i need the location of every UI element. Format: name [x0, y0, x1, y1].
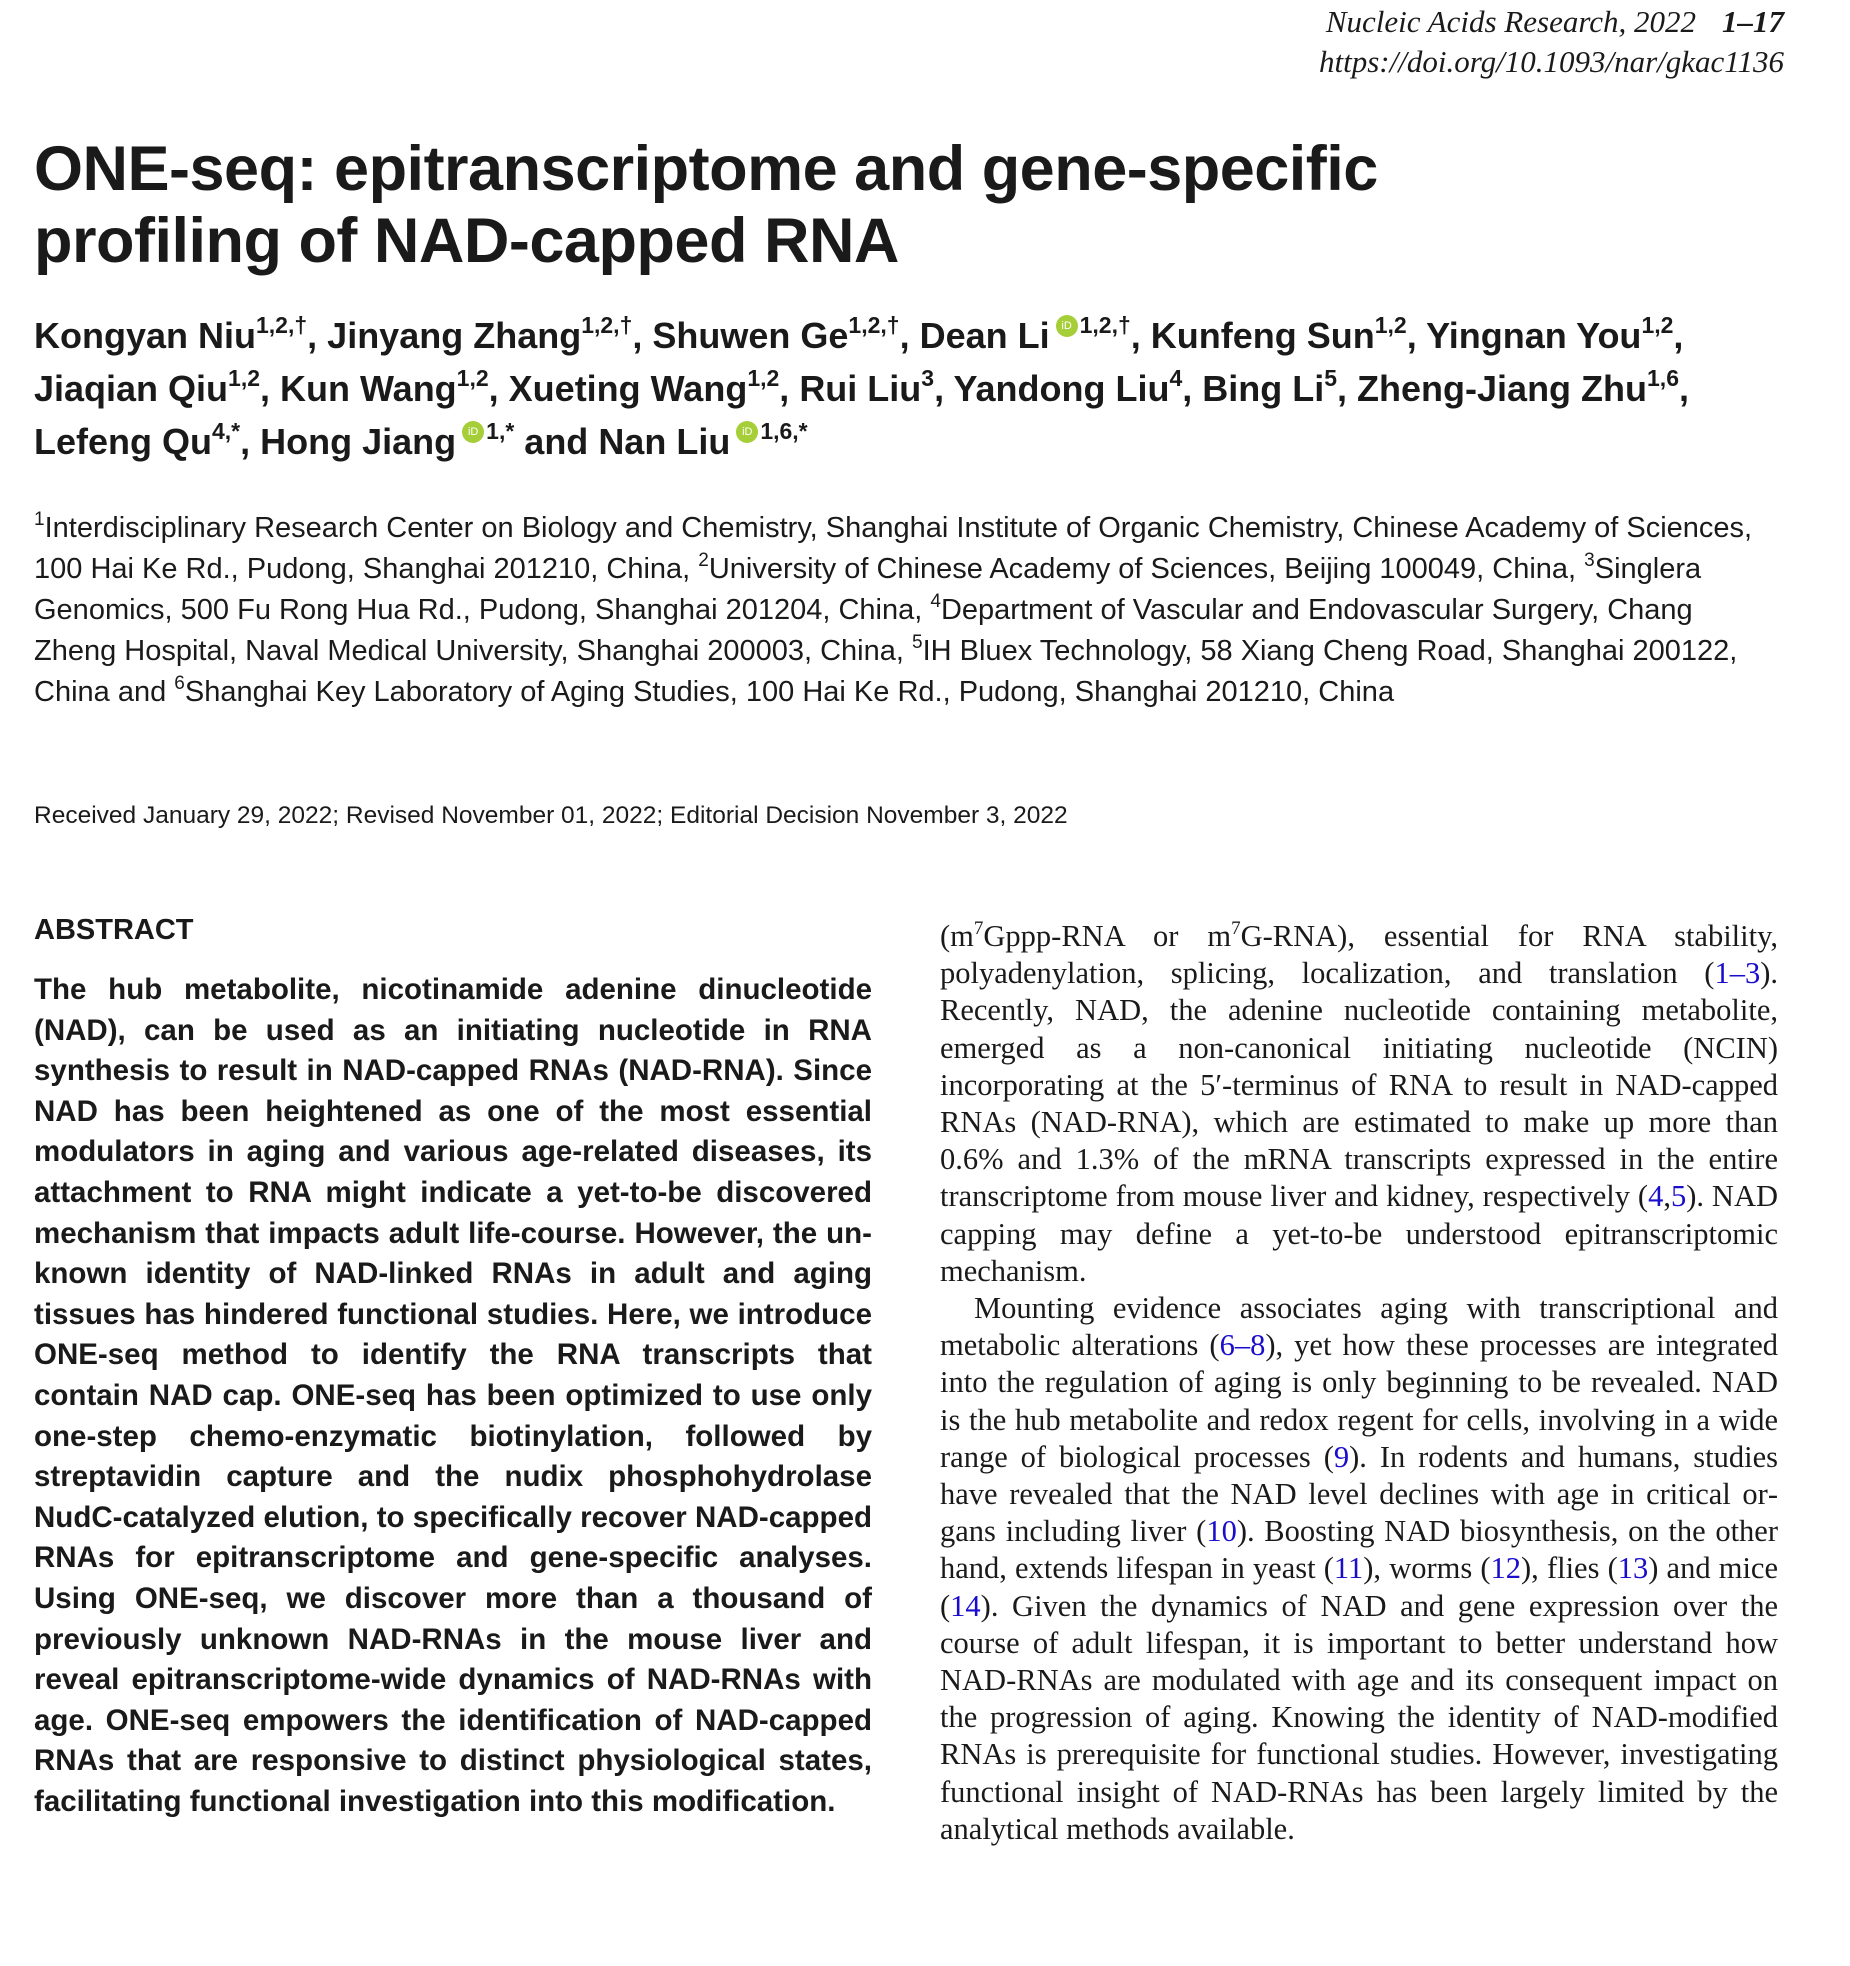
author-name: Zheng-Jiang Zhu	[1357, 368, 1648, 409]
page-range: 1–17	[1722, 4, 1784, 39]
doi-link[interactable]: https://doi.org/10.1093/nar/gkac1136	[1319, 44, 1784, 79]
author-list	[34, 309, 1754, 468]
body-text: (m	[940, 919, 974, 953]
affiliation-number: 2	[698, 550, 709, 571]
author-separator: ,	[899, 315, 920, 356]
citation-link[interactable]: 14	[950, 1588, 981, 1623]
citation-link[interactable]: 6–8	[1219, 1328, 1266, 1363]
affiliation-number: 3	[1584, 550, 1595, 571]
body-text: ,	[1663, 1179, 1671, 1214]
intro-paragraph	[940, 1290, 1778, 1848]
author-affiliation-marks: 1,*	[486, 418, 515, 444]
author	[280, 365, 489, 409]
orcid-icon[interactable]: iD	[736, 421, 758, 443]
journal-citation	[1319, 2, 1784, 42]
author-name: Jiaqian Qiu	[34, 368, 229, 409]
author-name: Lefeng Qu	[34, 421, 212, 462]
author-separator: ,	[260, 368, 281, 409]
author	[34, 312, 308, 356]
author-name: Shuwen Ge	[652, 315, 849, 356]
affiliation-number: 4	[930, 591, 941, 612]
body-text: Gppp-RNA or m	[983, 919, 1232, 953]
author-affiliation-marks: 5	[1324, 365, 1338, 391]
author-separator: ,	[632, 315, 653, 356]
affiliation-number: 1	[34, 509, 45, 530]
author	[34, 418, 241, 462]
affiliations	[34, 508, 1764, 713]
author-affiliation-marks: 1,2,†	[581, 312, 633, 338]
author-name: Dean Li	[919, 315, 1050, 356]
author-affiliation-marks: 1,6,*	[760, 418, 808, 444]
abstract-heading: ABSTRACT	[34, 914, 194, 946]
body-text: ). Recently, NAD, the adenine nucleotide containing metabolite, emerged as a non-canonical initiating nucleotide (NCIN) incorporating at the 5′-terminus of RNA to result in NAD-capped RNAs (NAD-RNA), which are estimated to make up more than 0.6% and 1.3% of the mRNA transcripts expressed in the entire transcriptome from mouse liver and kidney, respectively (	[940, 956, 1778, 1214]
citation-link[interactable]: 11	[1333, 1551, 1364, 1586]
body-text: ). Boosting NAD biosynthesis, on the other hand, extends lifespan in yeast (	[940, 1514, 1778, 1586]
citation-link[interactable]: 4	[1648, 1179, 1664, 1214]
affiliation-text: Shanghai Key Laboratory of Aging Studies, 100 Hai Ke Rd., Pudong, Shanghai 201210, China	[184, 676, 1395, 708]
citation-link[interactable]: 9	[1333, 1439, 1350, 1474]
author-affiliation-marks: 1,2	[1374, 312, 1407, 338]
submission-dates: Received January 29, 2022; Revised November 01, 2022; Editorial Decision November 3, 2022	[34, 802, 1068, 829]
author-separator: ,	[779, 368, 800, 409]
author-separator: ,	[488, 368, 509, 409]
author	[953, 365, 1183, 409]
author-separator: ,	[1406, 315, 1427, 356]
author-separator: ,	[1130, 315, 1151, 356]
author-separator: ,	[934, 368, 954, 409]
body-text: ). NAD capping may define a yet-to-be understood epitranscriptomic mechanism.	[940, 1179, 1778, 1288]
citation-link[interactable]: 10	[1206, 1514, 1237, 1549]
author-name: Nan Liu	[598, 421, 731, 462]
introduction-text	[940, 918, 1778, 1848]
author	[34, 365, 261, 409]
author-affiliation-marks: 1,2	[228, 365, 261, 391]
body-text: ). In rodents and humans, studies have revealed that the NAD level declines with age in critical organs including liver (	[940, 1439, 1778, 1549]
author-separator: ,	[1679, 368, 1690, 409]
author-affiliation-marks: 1,2,†	[1079, 312, 1131, 338]
author-name: Yandong Liu	[953, 368, 1170, 409]
author-separator: ,	[1182, 368, 1203, 409]
author	[327, 312, 633, 356]
author-name: Xueting Wang	[508, 368, 748, 409]
affiliation-text: Interdisciplinary Research Center on Biology and Chemistry, Shanghai Institute of Organic Chemistry, Chinese Academy of Sciences, 100 Hai Ke Rd., Pudong, Shanghai 201210, China,	[34, 512, 1753, 585]
author-separator: ,	[1337, 368, 1358, 409]
author-separator: ,	[307, 315, 328, 356]
author-affiliation-marks: 1,6	[1647, 365, 1679, 391]
author-name: Yingnan You	[1426, 315, 1642, 356]
affiliation-text: Singlera Genomics, 500 Fu Rong Hua Rd., Pudong, Shanghai 201204, China,	[34, 553, 1702, 626]
author-affiliation-marks: 1,2	[456, 365, 489, 391]
author-name: Bing Li	[1202, 368, 1325, 409]
citation-link[interactable]: 5	[1670, 1179, 1687, 1214]
author-affiliation-marks: 4,*	[212, 418, 241, 444]
author-separator: and	[514, 421, 599, 462]
superscript: 7	[973, 918, 984, 939]
author	[1150, 312, 1407, 356]
orcid-icon[interactable]: iD	[1056, 315, 1078, 337]
author	[799, 365, 935, 409]
body-text: ), flies (	[1521, 1551, 1618, 1586]
citation-link[interactable]: 1–3	[1714, 956, 1761, 991]
author-affiliation-marks: 4	[1169, 365, 1183, 391]
affiliation-text: University of Chinese Academy of Sciences, Beijing 100049, China,	[708, 553, 1585, 585]
author	[598, 418, 808, 462]
citation-link[interactable]: 13	[1617, 1551, 1649, 1586]
author	[1426, 312, 1674, 356]
author	[652, 312, 900, 356]
orcid-icon[interactable]: iD	[462, 421, 484, 443]
author-name: Jinyang Zhang	[327, 315, 582, 356]
body-text: ), worms (	[1363, 1551, 1491, 1586]
author-name: Rui Liu	[799, 368, 922, 409]
author-affiliation-marks: 1,2,†	[848, 312, 900, 338]
author-name: Kun Wang	[280, 368, 457, 409]
article-title: ONE-seq: epitranscriptome and gene-specific profiling of NAD-capped RNA	[34, 134, 1378, 276]
affiliation-text: Department of Vascular and Endovascular Surgery, Chang Zheng Hospital, Naval Medical University, Shanghai 200003, China,	[34, 594, 1693, 667]
author-name: Kongyan Niu	[34, 315, 256, 356]
body-text: Mounting evidence associates aging with transcriptional and metabolic alterations (	[940, 1291, 1778, 1363]
body-text: ) and mice (	[940, 1551, 1778, 1623]
affiliation-text: IH Bluex Technology, 58 Xiang Cheng Road, Shanghai 200122, China and	[34, 635, 1738, 708]
author-name: Hong Jiang	[260, 421, 457, 462]
author-affiliation-marks: 1,2	[747, 365, 780, 391]
body-text: ), yet how these processes are integrated into the regulation of aging is only beginning to be revealed. NAD is the hub metabolite and redox regent for cells, involving in a wide range of biological processes (	[940, 1328, 1778, 1474]
affiliation-number: 5	[912, 632, 923, 653]
author	[1202, 365, 1338, 409]
author-affiliation-marks: 3	[921, 365, 935, 391]
journal-name: Nucleic Acids Research, 2022	[1325, 4, 1696, 39]
author-separator: ,	[240, 421, 261, 462]
author-affiliation-marks: 1,2	[1641, 312, 1674, 338]
author	[508, 365, 780, 409]
author-name: Kunfeng Sun	[1150, 315, 1375, 356]
superscript: 7	[1231, 918, 1241, 939]
affiliation-number: 6	[174, 673, 185, 694]
intro-paragraph	[940, 918, 1778, 1290]
body-text: ). Given the dynamics of NAD and gene expression over the course of adult lifespan, it is important to better understand how NAD-RNAs are modulated with age and its consequent impact on the progression of aging. Knowing the identity of NAD-modified RNAs is prerequisite for functional studies. However, investigating functional insight of NAD-RNAs has been largely limited by the analytical methods available.	[940, 1588, 1778, 1846]
body-text: G-RNA), essential for RNA stability, polyadenylation, splicing, localization, and translation (	[940, 919, 1778, 991]
author-affiliation-marks: 1,2,†	[256, 312, 308, 338]
author-separator: ,	[1673, 315, 1684, 356]
running-head	[1319, 2, 1784, 82]
citation-link[interactable]: 12	[1490, 1551, 1522, 1586]
author	[1357, 365, 1679, 409]
abstract-text: The hub metabolite, nicotinamide adenine dinucleotide (NAD), can be used as an initiating nucleotide in RNA synthesis to result in NAD-capped RNAs (NAD-RNA). Since NAD has been heightened as one of the most essential modulators in aging and various age-related diseases, its attachment to RNA might indicate a yet-to-be discovered mechanism that impacts adult life-course. However, the unknown identity of NAD-linked RNAs in adult and aging tissues has hindered functional studies. Here, we introduce ONE-seq method to identify the RNA transcripts that contain NAD cap. ONE-seq has been optimized to use only one-step chemo-enzymatic biotinylation, followed by streptavidin capture and the nudix phosphohydrolase NudC-catalyzed elution, to specifically recover NAD-capped RNAs for epitranscriptome and gene-specific analyses. Using ONE-seq, we discover more than a thousand of previously unknown NAD-RNAs in the mouse liver and reveal epitranscriptome-wide dynamics of NAD-RNAs with age. ONE-seq empowers the identification of NAD-capped RNAs that are responsive to distinct physiological states, facilitating functional investigation into this modification.	[34, 973, 872, 1818]
author	[919, 312, 1131, 356]
author	[260, 418, 515, 462]
